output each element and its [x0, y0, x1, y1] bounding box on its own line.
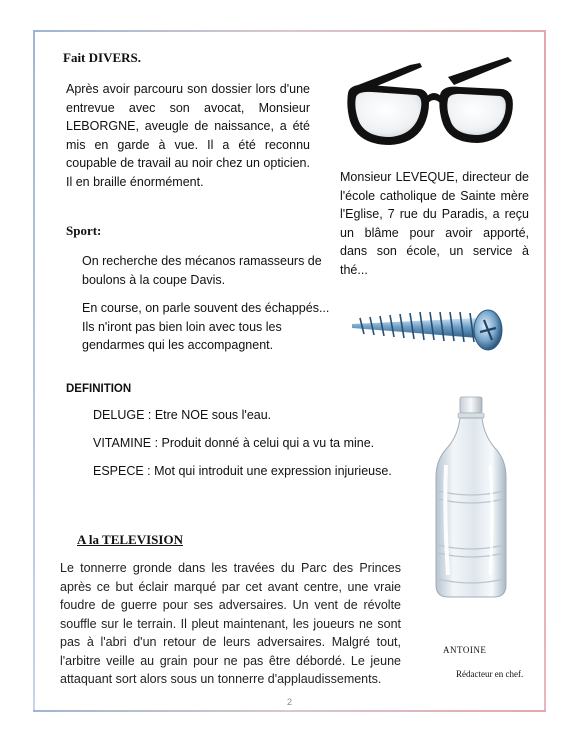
page-border-left [33, 30, 35, 712]
television-heading: A la TELEVISION [77, 532, 183, 547]
definition-item: VITAMINE : Produit donné à celui qui a vu ta mine. [93, 436, 375, 450]
screw-image [348, 308, 504, 356]
sport-item-1: On recherche des mécanos ramasseurs de boulons à la coupe Davis. [82, 254, 322, 287]
page-number: 2 [287, 697, 293, 707]
definition-item: ESPECE : Mot qui introduit une expression injurieuse. [93, 464, 392, 478]
sport-heading: Sport: [66, 223, 102, 238]
sport-item-2: En course, on parle souvent des échappés... Ils n'iront pas bien loin avec tous les gendarmes qui les accompagnent. [82, 301, 330, 352]
page-border-right [544, 30, 546, 712]
eyeglasses-image [340, 55, 518, 155]
fait-divers-paragraph: Après avoir parcouru son dossier lors d'une entrevue avec son avocat, Monsieur LEBORGNE, aveugle de naissance, a été mis en garde à vue. Il a été reconnu coupable de travail au noir chez un opticien. Il en braille énormément. [66, 82, 310, 189]
water-bottle-image [432, 395, 510, 600]
fait-divers-heading: Fait DIVERS. [63, 50, 142, 65]
signature-name: ANTOINE [443, 645, 487, 655]
definition-item: DELUGE : Etre NOE sous l'eau. [93, 408, 272, 422]
page-border-bottom [33, 710, 546, 712]
signature-role: Rédacteur en chef. [456, 669, 524, 679]
page-border-top [33, 30, 546, 32]
leveque-paragraph: Monsieur LEVEQUE, directeur de l'école catholique de Sainte mère l'Eglise, 7 rue du Paradis, a reçu un blâme pour avoir apporté, dans son école, un service à thé... [340, 170, 529, 277]
television-paragraph: Le tonnerre gronde dans les travées du Parc des Princes après ce but éclair marqué par cet avant centre, une vraie foudre de guerre pour ses adversaires. Un vent de révolte souffle sur le terrain. Il pleut maintenant, les joueurs ne sont pas à l'abri d'un retour de leurs adversaires. Malgré tout, l'arbitre veille au grain pour ne pas être débordé. Le jeune attaquant sort alors sous un tonnerre d'applaudissements. [60, 561, 401, 686]
definition-heading: DEFINITION [66, 383, 132, 395]
